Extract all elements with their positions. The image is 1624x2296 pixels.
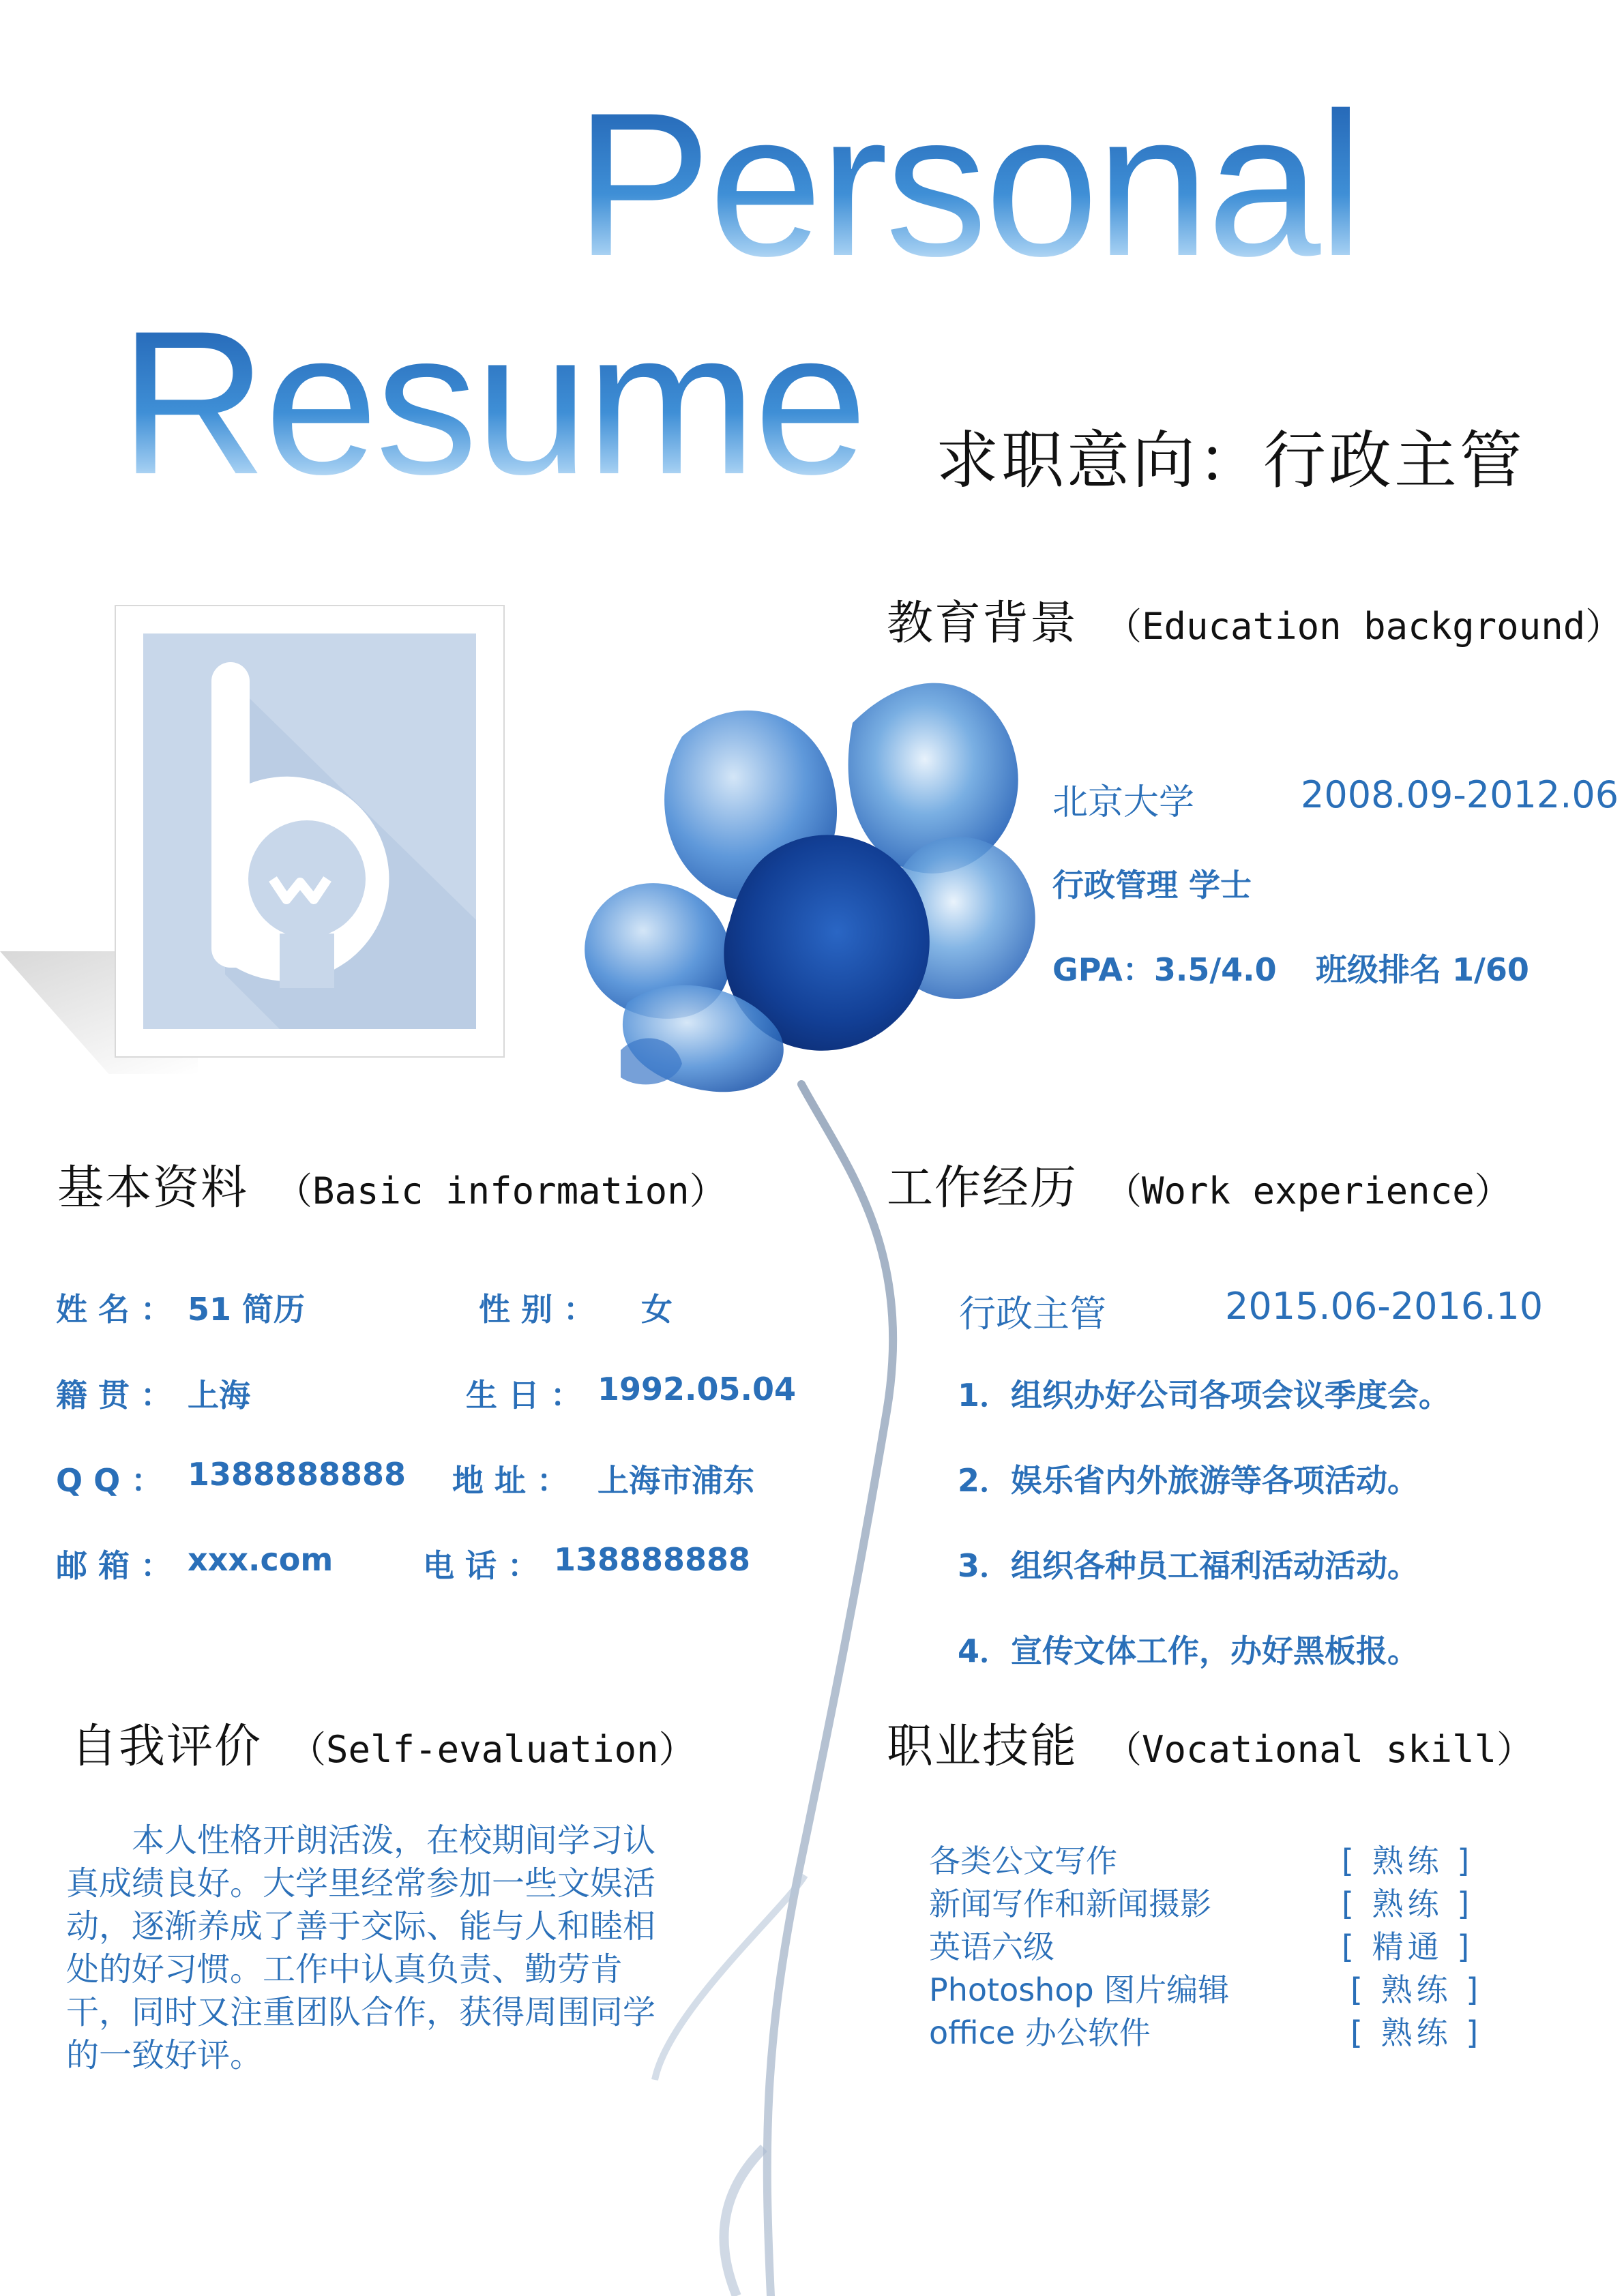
title-resume: Resume	[119, 288, 866, 517]
photo-placeholder	[143, 633, 476, 1029]
skill-level: [ 熟练 ]	[1350, 1971, 1483, 2008]
skill-name: office 办公软件	[929, 2014, 1151, 2051]
basic-heading-en: （Basic information）	[276, 1169, 726, 1212]
education-heading-cn: 教育背景	[887, 597, 1078, 651]
education-period: 2008.09-2012.06	[1301, 773, 1619, 816]
work-duty-1: 1．组织办好公司各项会议季度会。	[958, 1377, 1451, 1414]
skill-level: [ 熟练 ]	[1342, 1843, 1474, 1879]
education-rank: 班级排名 1/60	[1316, 951, 1529, 988]
skill-row	[929, 1879, 1488, 1922]
education-heading-en: （Education background）	[1105, 605, 1623, 648]
basic-name-value: 51 简历	[188, 1291, 306, 1328]
self-eval-heading	[71, 1710, 696, 1776]
basic-heading	[57, 1151, 726, 1217]
education-gpa: GPA：3.5/4.0	[1052, 951, 1277, 988]
basic-qq-value: 1388888888	[188, 1456, 407, 1493]
basic-heading-cn: 基本资料	[57, 1161, 249, 1215]
skill-name: 新闻写作和新闻摄影	[929, 1885, 1211, 1922]
basic-address-value: 上海市浦东	[597, 1462, 754, 1499]
self-eval-text: 本人性格开朗活泼，在校期间学习认真成绩良好。大学里经常参加一些文娱活动，逐渐养成了善于交际、能与人和睦相处的好习惯。工作中认真负责、勤劳肯干，同时又注重团队合作，获得周围同学的一致好评。	[66, 1821, 656, 2074]
skill-level: [ 熟练 ]	[1342, 1885, 1474, 1922]
basic-qq-label: Q Q ：	[56, 1462, 163, 1499]
skills-heading-cn: 职业技能	[887, 1720, 1078, 1774]
basic-phone-value: 138888888	[554, 1541, 751, 1578]
basic-address-label: 地 址 ：	[452, 1462, 569, 1499]
basic-origin-label: 籍 贯 ：	[56, 1377, 173, 1414]
skills-heading	[887, 1710, 1533, 1776]
skill-row	[929, 1922, 1488, 1965]
work-period: 2015.06-2016.10	[1225, 1285, 1544, 1328]
b-lightbulb-logo-icon	[143, 633, 476, 1029]
work-heading-en: （Work experience）	[1105, 1169, 1511, 1212]
skill-row	[929, 1836, 1488, 1879]
skill-name: 各类公文写作	[929, 1843, 1117, 1879]
work-position: 行政主管	[959, 1292, 1106, 1335]
basic-gender-label: 性 别 ：	[479, 1291, 595, 1328]
self-eval-heading-en: （Self-evaluation）	[289, 1728, 696, 1771]
skill-level: [ 熟练 ]	[1350, 2014, 1483, 2051]
basic-birth-label: 生 日 ：	[466, 1377, 582, 1414]
work-duty-4: 4．宣传文体工作，办好黑板报。	[958, 1632, 1419, 1669]
work-duty-2: 2．娱乐省内外旅游等各项活动。	[958, 1462, 1419, 1499]
basic-email-value: xxx.com	[188, 1541, 334, 1578]
education-school: 北京大学	[1052, 782, 1195, 823]
self-eval-heading-cn: 自我评价	[71, 1720, 263, 1774]
basic-origin-value: 上海	[188, 1377, 250, 1414]
job-intention: 求职意向：行政主管	[936, 424, 1526, 497]
skill-row	[929, 2008, 1488, 2051]
work-heading-cn: 工作经历	[887, 1161, 1078, 1215]
skill-level: [ 精通 ]	[1342, 1928, 1474, 1965]
work-heading	[887, 1151, 1511, 1217]
skill-name: Photoshop 图片编辑	[929, 1971, 1230, 2008]
education-major: 行政管理 学士	[1052, 867, 1252, 904]
skills-heading-en: （Vocational skill）	[1105, 1728, 1534, 1771]
basic-gender-value: 女	[641, 1291, 673, 1328]
basic-phone-label: 电 话 ：	[423, 1547, 540, 1584]
work-duty-3: 3．组织各种员工福利活动活动。	[958, 1547, 1419, 1584]
photo-frame[interactable]	[115, 605, 505, 1058]
basic-name-label: 姓 名 ：	[56, 1291, 173, 1328]
skill-row	[929, 1965, 1488, 2008]
skill-name: 英语六级	[929, 1928, 1054, 1965]
basic-email-label: 邮 箱 ：	[56, 1547, 173, 1584]
title-personal: Personal	[575, 70, 1361, 299]
education-heading	[887, 586, 1622, 653]
basic-birth-value: 1992.05.04	[597, 1371, 797, 1407]
